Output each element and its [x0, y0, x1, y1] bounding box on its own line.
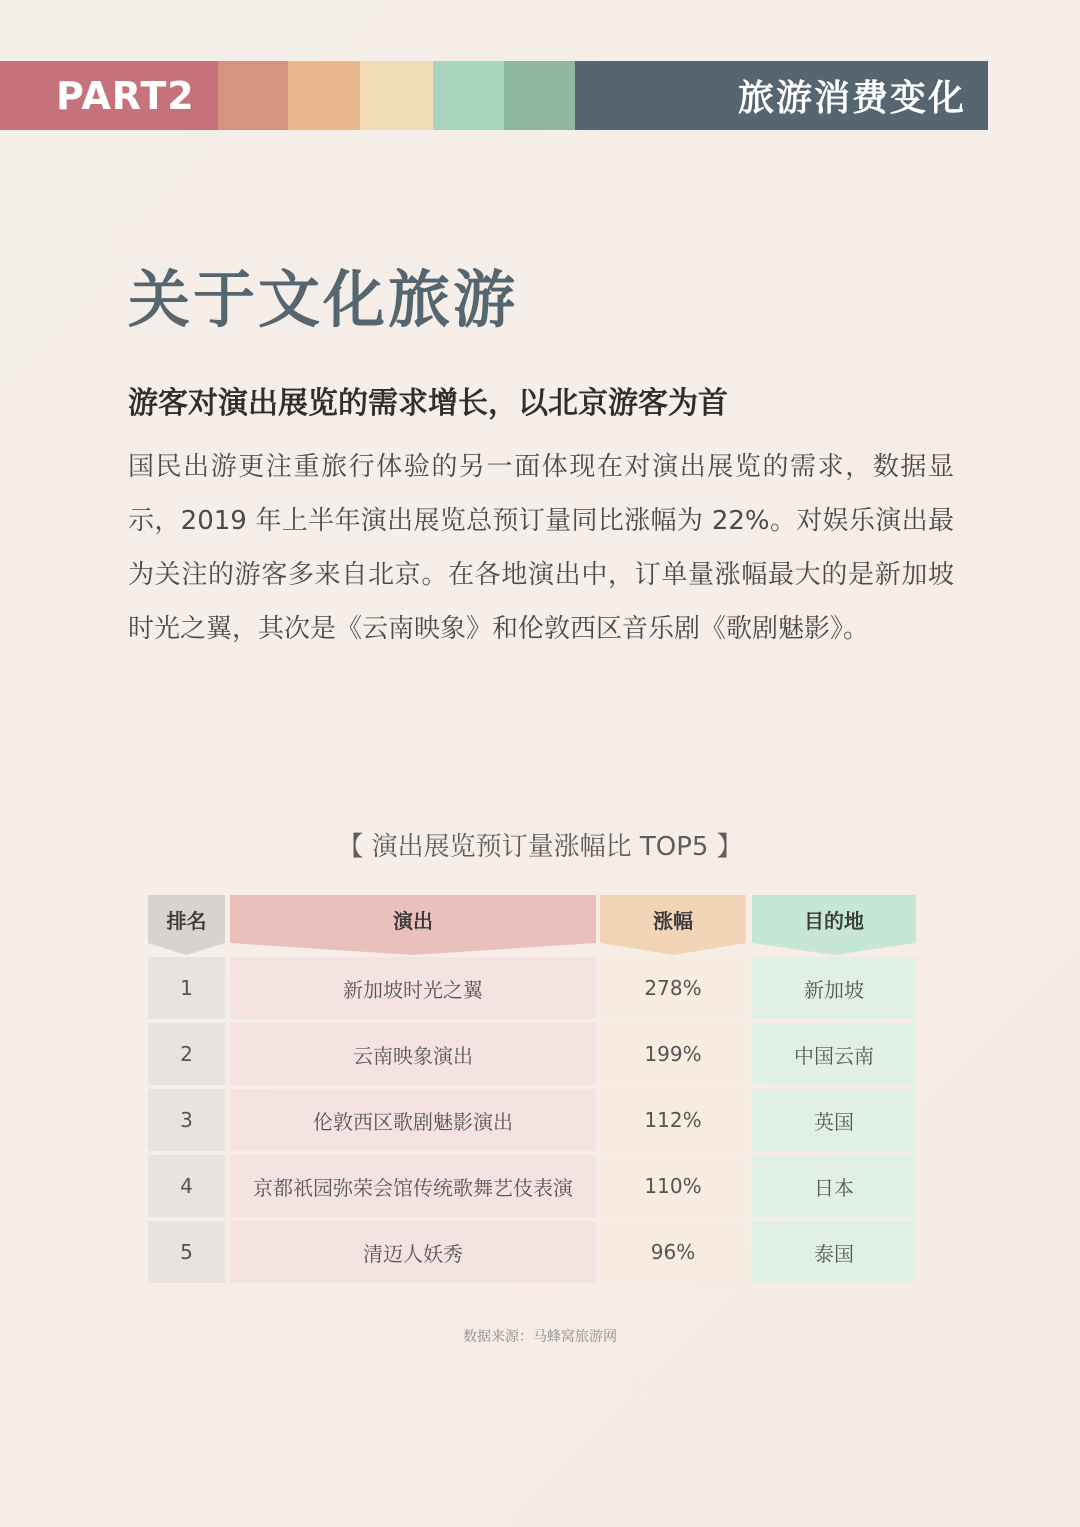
destination-cell: 泰国 — [752, 1221, 916, 1283]
growth-cell: 278% — [600, 957, 746, 1019]
destination-header: 目的地 — [752, 895, 916, 943]
rank-cell: 1 — [148, 957, 225, 1019]
color-band — [218, 61, 288, 130]
growth-header: 涨幅 — [600, 895, 746, 943]
top5-table — [148, 895, 916, 1293]
show-cell: 伦敦西区歌剧魅影演出 — [230, 1089, 596, 1151]
page-subtitle: 游客对演出展览的需求增长，以北京游客为首 — [128, 386, 728, 421]
rank-header: 排名 — [148, 895, 225, 943]
show-cell: 清迈人妖秀 — [230, 1221, 596, 1283]
growth-cells — [600, 943, 746, 1283]
color-band — [288, 61, 360, 130]
show-cell: 京都祇园弥荣会馆传统歌舞艺伎表演 — [230, 1155, 596, 1217]
section-title: 旅游消费变化 — [737, 78, 966, 119]
data-source: 数据来源：马蜂窝旅游网 — [463, 1329, 617, 1345]
show-column — [230, 895, 596, 1293]
rank-cell: 3 — [148, 1089, 225, 1151]
part-label-band — [0, 61, 218, 130]
destination-cell: 中国云南 — [752, 1023, 916, 1085]
growth-cell: 110% — [600, 1155, 746, 1217]
part-label: PART2 — [56, 73, 195, 118]
destination-cell: 日本 — [752, 1155, 916, 1217]
rank-cell: 4 — [148, 1155, 225, 1217]
rank-cell: 5 — [148, 1221, 225, 1283]
body-paragraph: 国民出游更注重旅行体验的另一面体现在对演出展览的需求，数据显示，2019 年上半年演出展览总预订量同比涨幅为 22%。对娱乐演出最为关注的游客多来自北京。在各地演出中，订单量涨幅最大的是新加坡时光之翼，其次是《云南映象》和伦敦西区音乐剧《歌剧魅影》。 — [128, 452, 954, 644]
destination-cell: 英国 — [752, 1089, 916, 1151]
destination-cell: 新加坡 — [752, 957, 916, 1019]
growth-cell: 96% — [600, 1221, 746, 1283]
color-band — [504, 61, 575, 130]
page-title: 关于文化旅游 — [128, 263, 519, 336]
show-cells — [230, 943, 596, 1283]
destination-column — [752, 895, 916, 1293]
growth-column — [600, 895, 746, 1293]
color-band — [433, 61, 504, 130]
color-band — [360, 61, 433, 130]
show-cell: 新加坡时光之翼 — [230, 957, 596, 1019]
rank-cells — [148, 943, 225, 1283]
growth-cell: 199% — [600, 1023, 746, 1085]
rank-column — [148, 895, 225, 1293]
section-title-band — [575, 61, 988, 130]
section-banner — [0, 61, 988, 130]
growth-cell: 112% — [600, 1089, 746, 1151]
destination-cells — [752, 943, 916, 1283]
show-cell: 云南映象演出 — [230, 1023, 596, 1085]
table-title: 【 演出展览预订量涨幅比 TOP5 】 — [337, 832, 743, 862]
rank-cell: 2 — [148, 1023, 225, 1085]
show-header: 演出 — [230, 895, 596, 943]
